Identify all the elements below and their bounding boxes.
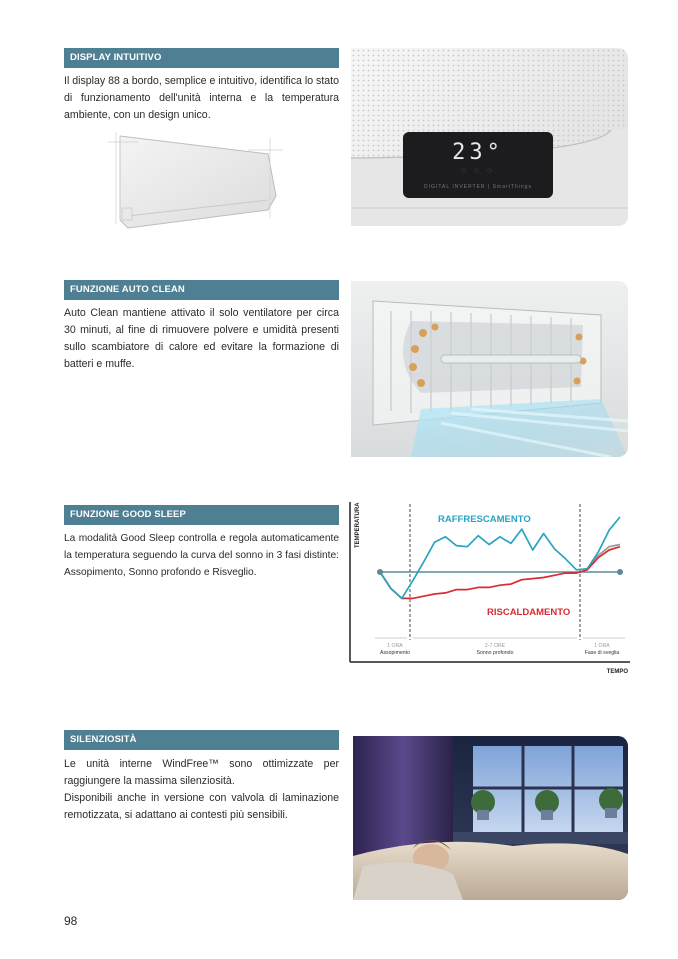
- phase-duration-3: 1 ORA: [594, 643, 610, 649]
- series-line-raffrescamento: [380, 517, 620, 598]
- display-section-title: DISPLAY INTUITIVO: [64, 48, 339, 68]
- display-temperature: 23°: [452, 140, 504, 165]
- indoor-unit-illustration: [108, 128, 283, 236]
- phase-name-2: Sonno profondo: [476, 650, 514, 656]
- autoclean-section-title: FUNZIONE AUTO CLEAN: [64, 280, 339, 300]
- series-label-cooling: RAFFRESCAMENTO: [438, 514, 531, 525]
- display-photo: [351, 48, 628, 226]
- phase-name-1: Assopimento: [380, 650, 410, 656]
- page-number: 98: [64, 914, 78, 928]
- reference-marker-2: [617, 569, 623, 575]
- display-status-icons: ◌ ◌ ◌: [461, 166, 495, 175]
- display-brand: DIGITAL INVERTER | SmartThings: [424, 184, 532, 190]
- chart-xlabel: TEMPO: [606, 669, 628, 675]
- good-sleep-chart: [345, 500, 635, 680]
- chart-ylabel: TEMPERATURA: [355, 502, 361, 548]
- silence-text-2: Disponibili anche in versione con valvola di laminazione remotizzata, si adattano ai contesti più sensibili.: [64, 792, 339, 821]
- goodsleep-section-title: FUNZIONE GOOD SLEEP: [64, 505, 339, 525]
- autoclean-photo: [351, 281, 628, 457]
- phase-duration-2: 2-7 ORE: [484, 643, 506, 649]
- silence-section-title: SILENZIOSITÀ: [64, 730, 339, 750]
- autoclean-section-text: Auto Clean mantiene attivato il solo ventilatore per circa 30 minuti, al fine di rimuovere polvere e umidità presenti sullo scambiatore di calore ed evitare la formazione di batteri e muffe.: [64, 307, 339, 370]
- phase-duration-1: 1 ORA: [387, 643, 403, 649]
- display-section-text: Il display 88 a bordo, semplice e intuitivo, identifica lo stato di funzionamento dell'unità interna e la temperatura ambiente, con un design unico.: [64, 75, 339, 121]
- series-label-heating: RISCALDAMENTO: [487, 607, 571, 618]
- goodsleep-section-text: La modalità Good Sleep controlla e regola automaticamente la temperatura seguendo la curva del sonno in 3 fasi distinte: Assopimento, Sonno profondo e Risveglio.: [64, 533, 339, 578]
- bedroom-photo: [353, 736, 628, 900]
- autoclean-cutaway-illustration: [351, 281, 628, 457]
- reference-marker-1: [377, 569, 383, 575]
- silence-section-text: [64, 756, 339, 824]
- phase-name-3: Fase di sveglia: [584, 650, 620, 656]
- display-screen: [403, 132, 553, 198]
- silence-text-1: Le unità interne WindFree™ sono ottimizzate per raggiungere la massima silenziosità.: [64, 758, 339, 787]
- bedroom-night-scene: [353, 736, 628, 900]
